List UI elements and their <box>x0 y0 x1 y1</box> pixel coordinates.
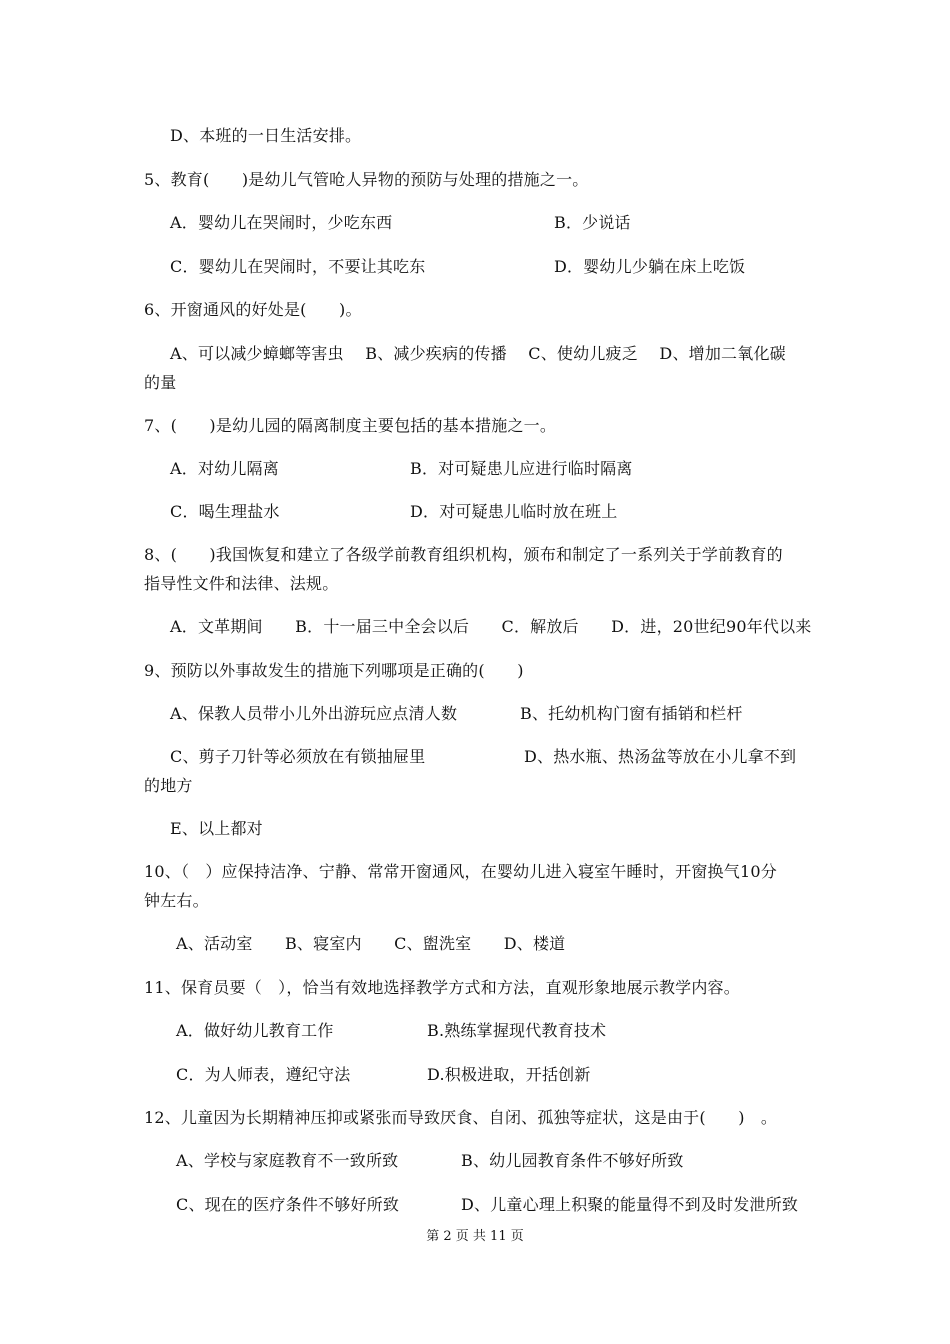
q9-option-e: E、以上都对 <box>170 819 263 838</box>
q5-option-a: A．婴幼儿在哭闹时，少吃东西 <box>170 213 393 232</box>
q9-option-b: B、托幼机构门窗有插销和栏杆 <box>520 704 743 723</box>
question-12: 12、儿童因为长期精神压抑或紧张而导致厌食、自闭、孤独等症状，这是由于( ) 。 <box>144 1108 778 1127</box>
q4-option-d: D、本班的一日生活安排。 <box>170 126 362 145</box>
q7-option-c: C．喝生理盐水 <box>170 502 280 521</box>
question-10: 10、（ ）应保持洁净、宁静、常常开窗通风，在婴幼儿进入寝室午睡时，开窗换气10分 <box>144 862 777 881</box>
q5-option-b: B．少说话 <box>554 213 631 232</box>
q5-option-c: C．婴幼儿在哭闹时，不要让其吃东 <box>170 257 426 276</box>
q11-option-d: D.积极进取，开括创新 <box>427 1065 591 1084</box>
q7-option-a: A．对幼儿隔离 <box>170 459 279 478</box>
q12-option-c: C、现在的医疗条件不够好所致 <box>176 1195 400 1214</box>
question-7: 7、( )是幼儿园的隔离制度主要包括的基本措施之一。 <box>144 416 557 435</box>
question-8-continued: 指导性文件和法律、法规。 <box>144 574 339 593</box>
q12-option-b: B、幼儿园教育条件不够好所致 <box>461 1151 684 1170</box>
q12-option-a: A、学校与家庭教育不一致所致 <box>176 1151 399 1170</box>
q10-options: A、活动室 B、寝室内 C、盥洗室 D、楼道 <box>176 934 566 953</box>
question-10-continued: 钟左右。 <box>144 891 209 910</box>
q9-option-a: A、保教人员带小儿外出游玩应点清人数 <box>170 704 458 723</box>
q7-option-b: B．对可疑患儿应进行临时隔离 <box>410 459 633 478</box>
q7-option-d: D．对可疑患儿临时放在班上 <box>410 502 618 521</box>
q6-options-continued: 的量 <box>144 373 177 392</box>
q11-option-a: A．做好幼儿教育工作 <box>176 1021 334 1040</box>
q6-options: A、可以减少蟑螂等害虫 B、减少疾病的传播 C、使幼儿疲乏 D、增加二氧化碳 <box>170 344 786 363</box>
q11-option-c: C．为人师表，遵纪守法 <box>176 1065 351 1084</box>
q9-option-c: C、剪子刀针等必须放在有锁抽屉里 <box>170 747 426 766</box>
q9-option-d-continued: 的地方 <box>144 776 193 795</box>
question-8: 8、( )我国恢复和建立了各级学前教育组织机构，颁布和制定了一系列关于学前教育的 <box>144 545 783 564</box>
q11-option-b: B.熟练掌握现代教育技术 <box>427 1021 607 1040</box>
q8-options: A．文革期间 B．十一届三中全会以后 C．解放后 D．进，20世纪90年代以来 <box>170 617 812 636</box>
q9-option-d: D、热水瓶、热汤盆等放在小儿拿不到 <box>524 747 797 766</box>
q12-option-d: D、儿童心理上积聚的能量得不到及时发泄所致 <box>461 1195 799 1214</box>
question-5: 5、教育( )是幼儿气管呛人异物的预防与处理的措施之一。 <box>144 170 589 189</box>
q5-option-d: D．婴幼儿少躺在床上吃饭 <box>554 257 746 276</box>
question-11: 11、保育员要（ ），恰当有效地选择教学方式和方法，直观形象地展示教学内容。 <box>144 978 740 997</box>
question-6: 6、开窗通风的好处是( )。 <box>144 300 362 319</box>
page-number-footer: 第 2 页 共 11 页 <box>426 1229 524 1244</box>
question-9: 9、预防以外事故发生的措施下列哪项是正确的( ) <box>144 661 524 680</box>
